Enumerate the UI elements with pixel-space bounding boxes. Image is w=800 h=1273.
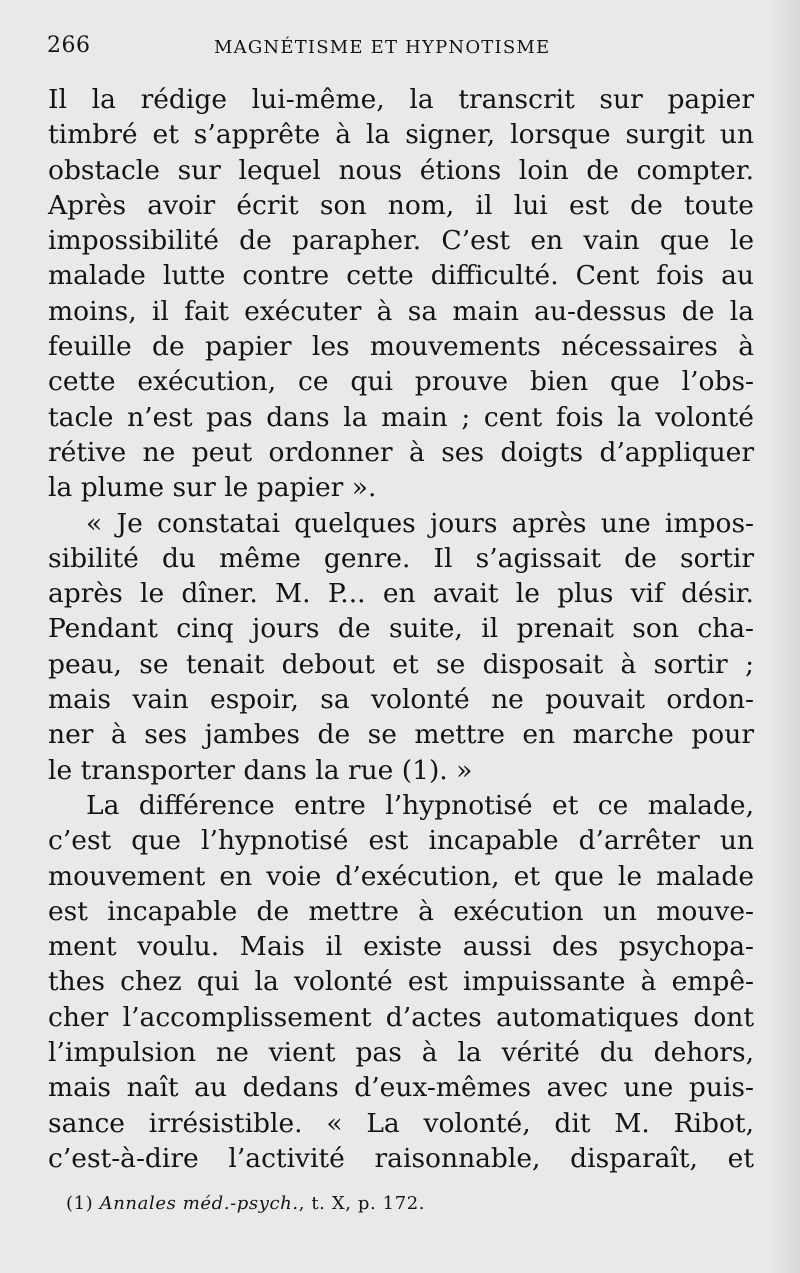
text-line: le transporter dans la rue (1). » bbox=[48, 754, 473, 786]
footnote bbox=[66, 1193, 425, 1214]
text-line: sance irrésistible. « La volonté, dit M. Ribot, bbox=[48, 1107, 754, 1139]
text-line: La différence entre l’hypnotisé et ce malade, bbox=[86, 789, 754, 821]
text-line: mais naît au dedans d’eux-mêmes avec une puis- bbox=[48, 1072, 754, 1104]
footnote-marker: (1) bbox=[66, 1193, 94, 1214]
text-line: timbré et s’apprête à la signer, lorsque surgit un bbox=[48, 119, 754, 151]
text-line: « Je constatai quelques jours après une impos- bbox=[86, 507, 754, 539]
text-line: cher l’accomplissement d’actes automatiques dont bbox=[48, 1001, 754, 1033]
text-line: impossibilité de parapher. C’est en vain que le bbox=[48, 225, 754, 257]
text-line: cette exécution, ce qui prouve bien que l’obs- bbox=[48, 366, 754, 398]
page-number: 266 bbox=[47, 33, 91, 58]
text-line: mais vain espoir, sa volonté ne pouvait ordon- bbox=[48, 684, 754, 716]
text-line: Pendant cinq jours de suite, il prenait son cha- bbox=[48, 613, 754, 645]
text-line: Il la rédige lui-même, la transcrit sur papier bbox=[48, 84, 754, 115]
text-line: malade lutte contre cette difficulté. Cent fois au bbox=[48, 260, 754, 292]
text-line: sibilité du même genre. Il s’agissait de sortir bbox=[48, 542, 754, 574]
text-line: tacle n’est pas dans la main ; cent fois la volonté bbox=[48, 401, 754, 433]
text-line: c’est-à-dire l’activité raisonnable, disparaît, et bbox=[48, 1142, 754, 1174]
text-line: rétive ne peut ordonner à ses doigts d’appliquer bbox=[48, 436, 754, 468]
text-line: mouvement en voie d’exécution, et que le malade bbox=[48, 860, 754, 892]
text-line: ment voulu. Mais il existe aussi des psychopa- bbox=[48, 931, 754, 963]
footnote-journal: Annales méd.-psych. bbox=[99, 1193, 299, 1214]
text-line: après le dîner. M. P... en avait le plus vif désir. bbox=[48, 578, 754, 610]
footnote-reference: , t. X, p. 172. bbox=[298, 1193, 426, 1214]
text-line: l’impulsion ne vient pas à la vérité du dehors, bbox=[48, 1037, 754, 1069]
text-line: obstacle sur lequel nous étions loin de compter. bbox=[48, 154, 754, 186]
text-line: c’est que l’hypnotisé est incapable d’arrêter un bbox=[48, 825, 754, 857]
text-line: est incapable de mettre à exécution un mouve- bbox=[48, 895, 754, 927]
text-line: thes chez qui la volonté est impuissante à empê- bbox=[48, 966, 754, 998]
text-line: feuille de papier les mouvements nécessaires à bbox=[48, 331, 754, 363]
text-line: ner à ses jambes de se mettre en marche pour bbox=[48, 719, 754, 751]
text-line: peau, se tenait debout et se disposait à sortir ; bbox=[48, 648, 754, 680]
text-line: la plume sur le papier ». bbox=[48, 472, 377, 504]
body-text bbox=[48, 82, 754, 1176]
text-line: Après avoir écrit son nom, il lui est de toute bbox=[48, 189, 754, 221]
running-head: MAGNÉTISME ET HYPNOTISME bbox=[214, 37, 551, 58]
text-line: moins, il fait exécuter à sa main au-dessus de la bbox=[48, 295, 754, 327]
